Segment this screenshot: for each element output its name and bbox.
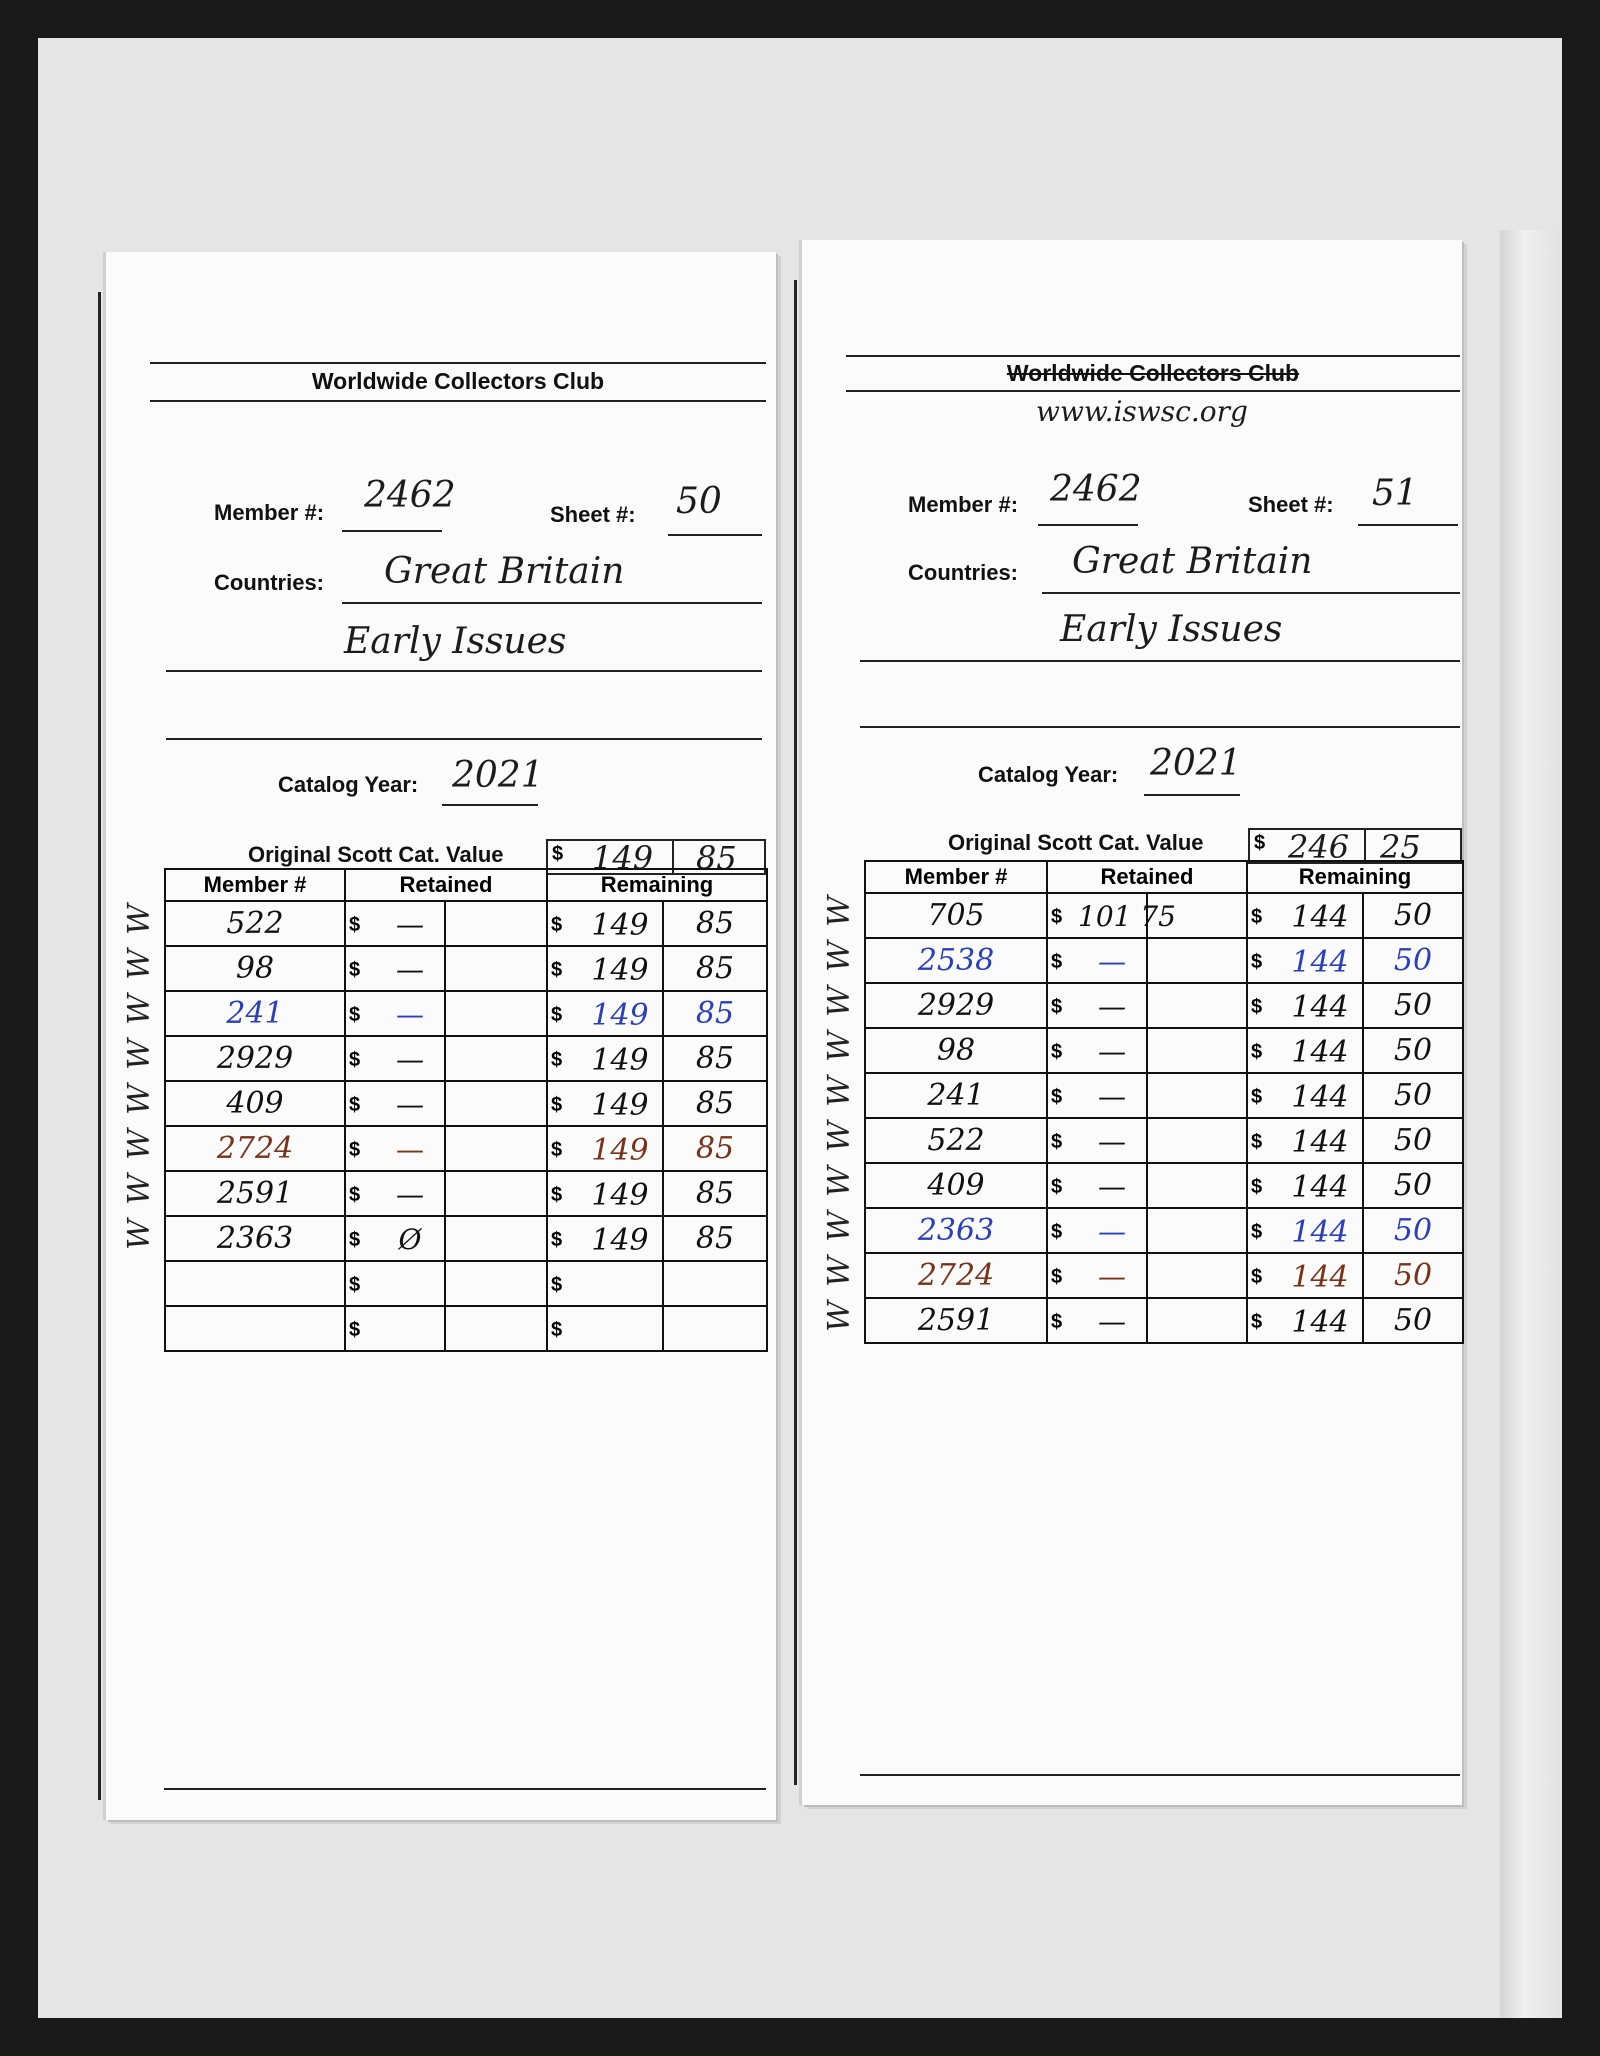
retained-dollars-cell bbox=[345, 1081, 445, 1126]
dollar-sign: $ bbox=[552, 843, 564, 865]
member-number-cell: 2538 bbox=[865, 938, 1047, 983]
retained-cents-cell bbox=[445, 1171, 547, 1216]
dollar-sign: $ bbox=[349, 1049, 361, 1071]
field-underline bbox=[860, 726, 1460, 728]
remaining-cents-cell: 85 bbox=[663, 991, 767, 1036]
dollar-sign: $ bbox=[551, 914, 563, 936]
ledger-row bbox=[865, 983, 1463, 1028]
retained-cents-cell bbox=[1147, 938, 1247, 983]
retained-value: — bbox=[1098, 1215, 1126, 1248]
member-number-cell: 98 bbox=[165, 946, 345, 991]
retained-value: — bbox=[1098, 990, 1126, 1023]
retained-value: Ø bbox=[398, 1223, 422, 1256]
remaining-dollars: 144 bbox=[1291, 1260, 1349, 1295]
header-member: Member # bbox=[165, 869, 345, 901]
remaining-dollars: 149 bbox=[591, 953, 649, 988]
remaining-dollars: 149 bbox=[591, 1088, 649, 1123]
remaining-dollars-cell bbox=[547, 1306, 663, 1351]
catalog-year: 2021 bbox=[1150, 743, 1242, 784]
rule bbox=[860, 1774, 1460, 1776]
remaining-dollars: 144 bbox=[1291, 1305, 1349, 1340]
checked-w-mark: W bbox=[821, 896, 857, 927]
field-underline bbox=[166, 738, 762, 740]
dollar-sign: $ bbox=[1251, 906, 1263, 928]
retained-value: — bbox=[396, 1088, 424, 1121]
retained-cents-cell bbox=[1147, 1298, 1247, 1343]
dollar-sign: $ bbox=[1051, 1086, 1063, 1108]
checked-w-mark: W bbox=[821, 1256, 857, 1287]
original-value-dollars: 246 bbox=[1288, 828, 1350, 866]
remaining-cents-cell: 50 bbox=[1363, 1163, 1463, 1208]
retained-cents-cell bbox=[445, 1036, 547, 1081]
ledger-row bbox=[865, 1253, 1463, 1298]
member-number-cell: 2724 bbox=[165, 1126, 345, 1171]
checked-w-mark: W bbox=[821, 1301, 857, 1332]
checked-w-mark: W bbox=[121, 1129, 157, 1160]
dollar-sign: $ bbox=[1051, 1131, 1063, 1153]
checked-w-mark: W bbox=[821, 1211, 857, 1242]
retained-cents-cell bbox=[1147, 1118, 1247, 1163]
retained-dollars-cell bbox=[1047, 893, 1176, 938]
ledger-row bbox=[165, 946, 767, 991]
dollar-sign: $ bbox=[1251, 951, 1263, 973]
retained-dollars-cell bbox=[1047, 983, 1147, 1028]
field-underline bbox=[1144, 794, 1240, 796]
countries-value-line2: Early Issues bbox=[344, 621, 567, 662]
retained-cents-cell bbox=[1147, 1208, 1247, 1253]
remaining-dollars: 144 bbox=[1291, 1080, 1349, 1115]
remaining-dollars-cell bbox=[1247, 1253, 1363, 1298]
dollar-sign: $ bbox=[349, 1094, 361, 1116]
dollar-sign: $ bbox=[551, 959, 563, 981]
remaining-dollars-cell bbox=[1247, 983, 1363, 1028]
remaining-dollars: 149 bbox=[591, 1223, 649, 1258]
remaining-dollars-cell bbox=[1247, 1208, 1363, 1253]
ledger-row bbox=[865, 1163, 1463, 1208]
retained-cents-cell bbox=[1147, 893, 1247, 938]
retained-value: — bbox=[1098, 945, 1126, 978]
remaining-dollars: 144 bbox=[1291, 1035, 1349, 1070]
dollar-sign: $ bbox=[349, 1319, 361, 1341]
member-number: 2462 bbox=[1050, 469, 1142, 510]
retained-cents-cell bbox=[1147, 1028, 1247, 1073]
field-underline bbox=[1038, 524, 1138, 526]
member-number-cell: 2363 bbox=[165, 1216, 345, 1261]
member-number-cell: 241 bbox=[165, 991, 345, 1036]
retained-value: — bbox=[1098, 1260, 1126, 1293]
ledger-row bbox=[165, 1081, 767, 1126]
remaining-cents-cell: 85 bbox=[663, 1216, 767, 1261]
ledger-row bbox=[865, 1208, 1463, 1253]
rule bbox=[846, 390, 1460, 392]
member-label: Member #: bbox=[908, 492, 1019, 517]
retained-dollars-cell bbox=[345, 1216, 445, 1261]
retained-cents-cell bbox=[445, 991, 547, 1036]
remaining-dollars: 144 bbox=[1291, 1125, 1349, 1160]
dollar-sign: $ bbox=[551, 1274, 563, 1296]
retained-dollars-cell bbox=[1047, 1163, 1147, 1208]
retained-dollars-cell bbox=[1047, 1208, 1147, 1253]
remaining-dollars-cell bbox=[547, 1126, 663, 1171]
retained-value: — bbox=[1098, 1080, 1126, 1113]
ledger-row bbox=[165, 1171, 767, 1216]
retained-cents-cell bbox=[1147, 1073, 1247, 1118]
retained-cents-cell bbox=[1147, 1163, 1247, 1208]
remaining-dollars-cell bbox=[1247, 893, 1363, 938]
member-number-cell: 522 bbox=[165, 901, 345, 946]
ledger-row bbox=[865, 938, 1463, 983]
rule bbox=[150, 362, 766, 364]
header-retained: Retained bbox=[345, 869, 547, 901]
retained-cents-cell bbox=[445, 1126, 547, 1171]
ledger-row bbox=[865, 893, 1463, 938]
ledger-row bbox=[165, 1126, 767, 1171]
member-number-cell: 2929 bbox=[165, 1036, 345, 1081]
dollar-sign: $ bbox=[551, 1139, 563, 1161]
field-underline bbox=[442, 804, 538, 806]
catalog-year-label: Catalog Year: bbox=[978, 762, 1119, 787]
original-value-label: Original Scott Cat. Value bbox=[248, 842, 504, 867]
original-value-cents: 25 bbox=[1380, 828, 1421, 866]
dollar-sign: $ bbox=[1251, 1221, 1263, 1243]
retained-cents-cell bbox=[1147, 1253, 1247, 1298]
retained-value: — bbox=[396, 908, 424, 941]
field-underline bbox=[166, 670, 762, 672]
countries-value: Great Britain bbox=[384, 551, 625, 592]
remaining-dollars-cell bbox=[1247, 1118, 1363, 1163]
catalog-year: 2021 bbox=[452, 755, 544, 796]
checked-w-mark: W bbox=[821, 1166, 857, 1197]
dollar-sign: $ bbox=[1051, 1176, 1063, 1198]
header-retained: Retained bbox=[1047, 861, 1247, 893]
remaining-cents-cell: 50 bbox=[1363, 1118, 1463, 1163]
retained-dollars-cell bbox=[345, 1126, 445, 1171]
retained-cents-cell bbox=[445, 1216, 547, 1261]
dollar-sign: $ bbox=[1051, 951, 1063, 973]
checked-w-mark: W bbox=[121, 1084, 157, 1115]
retained-dollars-cell bbox=[1047, 938, 1147, 983]
rule bbox=[846, 355, 1460, 357]
retained-cents-cell bbox=[445, 1306, 547, 1351]
original-value-label: Original Scott Cat. Value bbox=[948, 830, 1204, 855]
field-underline bbox=[342, 602, 762, 604]
member-label: Member #: bbox=[214, 500, 325, 525]
checked-w-mark: W bbox=[821, 1076, 857, 1107]
member-number-cell: 522 bbox=[865, 1118, 1047, 1163]
checked-w-mark: W bbox=[821, 1121, 857, 1152]
remaining-cents-cell: 50 bbox=[1363, 1253, 1463, 1298]
original-value-cents: 85 bbox=[696, 839, 737, 877]
dollar-sign: $ bbox=[1254, 832, 1266, 854]
dollar-sign: $ bbox=[349, 1184, 361, 1206]
retained-value: — bbox=[1098, 1170, 1126, 1203]
ledger-row bbox=[165, 1216, 767, 1261]
dollar-sign: $ bbox=[349, 1139, 361, 1161]
remaining-dollars-cell bbox=[547, 991, 663, 1036]
remaining-cents-cell: 85 bbox=[663, 1036, 767, 1081]
sheet-number: 51 bbox=[1372, 473, 1418, 514]
dollar-sign: $ bbox=[1251, 1086, 1263, 1108]
remaining-cents-cell: 85 bbox=[663, 1081, 767, 1126]
ledger-row bbox=[865, 1118, 1463, 1163]
member-number-cell: 409 bbox=[865, 1163, 1047, 1208]
sheet-label: Sheet #: bbox=[550, 502, 636, 527]
retained-dollars-cell bbox=[345, 1171, 445, 1216]
checked-w-mark: W bbox=[821, 1031, 857, 1062]
countries-value-line2: Early Issues bbox=[1060, 609, 1283, 650]
retained-value: — bbox=[396, 1178, 424, 1211]
dollar-sign: $ bbox=[1051, 1311, 1063, 1333]
remaining-dollars: 144 bbox=[1291, 900, 1349, 935]
field-underline bbox=[342, 530, 442, 532]
retained-value: — bbox=[396, 998, 424, 1031]
sheet-number: 50 bbox=[676, 481, 722, 522]
dollar-sign: $ bbox=[1251, 996, 1263, 1018]
retained-cents-cell bbox=[445, 1081, 547, 1126]
remaining-cents-cell: 50 bbox=[1363, 1073, 1463, 1118]
member-number-cell: 409 bbox=[165, 1081, 345, 1126]
dollar-sign: $ bbox=[551, 1184, 563, 1206]
dollar-sign: $ bbox=[349, 1229, 361, 1251]
dollar-sign: $ bbox=[1251, 1311, 1263, 1333]
header-remaining: Remaining bbox=[547, 869, 767, 901]
dollar-sign: $ bbox=[1251, 1041, 1263, 1063]
remaining-cents-cell: 85 bbox=[663, 901, 767, 946]
remaining-cents-cell: 85 bbox=[663, 1126, 767, 1171]
remaining-dollars: 144 bbox=[1291, 1170, 1349, 1205]
ledger-table bbox=[164, 868, 768, 1352]
member-number-cell: 2363 bbox=[865, 1208, 1047, 1253]
remaining-dollars-cell bbox=[1247, 1163, 1363, 1208]
sheet-label: Sheet #: bbox=[1248, 492, 1334, 517]
retained-cents-cell bbox=[445, 946, 547, 991]
field-underline bbox=[668, 534, 762, 536]
retained-value: — bbox=[1098, 1305, 1126, 1338]
retained-dollars-cell bbox=[1047, 1118, 1147, 1163]
checked-w-mark: W bbox=[121, 994, 157, 1025]
field-underline bbox=[1042, 592, 1460, 594]
member-number-cell: 98 bbox=[865, 1028, 1047, 1073]
remaining-cents-cell bbox=[663, 1261, 767, 1306]
remaining-dollars: 149 bbox=[591, 1178, 649, 1213]
dollar-sign: $ bbox=[551, 1004, 563, 1026]
retained-value: — bbox=[396, 1133, 424, 1166]
remaining-dollars-cell bbox=[547, 1261, 663, 1306]
retained-cents-cell bbox=[1147, 983, 1247, 1028]
club-title: Worldwide Collectors Club bbox=[311, 368, 605, 394]
remaining-cents-cell: 50 bbox=[1363, 938, 1463, 983]
countries-value: Great Britain bbox=[1072, 541, 1313, 582]
checked-w-mark: W bbox=[821, 986, 857, 1017]
ledger-row bbox=[165, 1036, 767, 1081]
retained-dollars-cell bbox=[1047, 1253, 1147, 1298]
rule bbox=[164, 1788, 766, 1790]
ledger-table bbox=[864, 860, 1464, 1344]
member-number-cell: 241 bbox=[865, 1073, 1047, 1118]
remaining-dollars: 144 bbox=[1291, 1215, 1349, 1250]
ledger-row bbox=[165, 991, 767, 1036]
remaining-dollars-cell bbox=[1247, 938, 1363, 983]
club-url: www.iswsc.org bbox=[1036, 395, 1248, 428]
remaining-cents-cell: 50 bbox=[1363, 1208, 1463, 1253]
remaining-dollars-cell bbox=[547, 1081, 663, 1126]
dollar-sign: $ bbox=[1251, 1176, 1263, 1198]
dollar-sign: $ bbox=[1051, 1266, 1063, 1288]
member-number-cell bbox=[165, 1261, 345, 1306]
dollar-sign: $ bbox=[1051, 1041, 1063, 1063]
remaining-dollars: 149 bbox=[591, 908, 649, 943]
checked-w-mark: W bbox=[121, 1039, 157, 1070]
remaining-dollars-cell bbox=[547, 1171, 663, 1216]
remaining-dollars: 149 bbox=[591, 998, 649, 1033]
remaining-cents-cell: 50 bbox=[1363, 893, 1463, 938]
retained-value: — bbox=[396, 1043, 424, 1076]
retained-dollars-cell bbox=[345, 1036, 445, 1081]
remaining-cents-cell: 85 bbox=[663, 946, 767, 991]
remaining-dollars-cell bbox=[547, 1216, 663, 1261]
rule bbox=[150, 400, 766, 402]
retained-cents-cell bbox=[445, 901, 547, 946]
checked-w-mark: W bbox=[821, 941, 857, 972]
dollar-sign: $ bbox=[1251, 1266, 1263, 1288]
remaining-dollars-cell bbox=[547, 1036, 663, 1081]
divider bbox=[1364, 830, 1366, 862]
header-member: Member # bbox=[865, 861, 1047, 893]
remaining-dollars: 149 bbox=[591, 1043, 649, 1078]
retained-value: — bbox=[1098, 1125, 1126, 1158]
field-underline bbox=[860, 660, 1460, 662]
dollar-sign: $ bbox=[349, 914, 361, 936]
member-number-cell: 2591 bbox=[165, 1171, 345, 1216]
retained-value: 101 75 bbox=[1078, 900, 1176, 933]
remaining-cents-cell: 50 bbox=[1363, 1298, 1463, 1343]
remaining-cents-cell: 85 bbox=[663, 1171, 767, 1216]
dollar-sign: $ bbox=[349, 959, 361, 981]
catalog-year-label: Catalog Year: bbox=[278, 772, 419, 797]
retained-value: — bbox=[396, 953, 424, 986]
club-title: Worldwide Collectors Club bbox=[1006, 360, 1300, 386]
ledger-row bbox=[865, 1028, 1463, 1073]
dollar-sign: $ bbox=[349, 1004, 361, 1026]
retained-dollars-cell bbox=[1047, 1028, 1147, 1073]
countries-label: Countries: bbox=[908, 560, 1018, 585]
dollar-sign: $ bbox=[1051, 996, 1063, 1018]
ledger-row bbox=[165, 1261, 767, 1306]
remaining-dollars: 144 bbox=[1291, 945, 1349, 980]
member-number-cell: 2724 bbox=[865, 1253, 1047, 1298]
dollar-sign: $ bbox=[551, 1049, 563, 1071]
dollar-sign: $ bbox=[349, 1274, 361, 1296]
retained-value: — bbox=[1098, 1035, 1126, 1068]
checked-w-mark: W bbox=[121, 1174, 157, 1205]
member-number-cell: 2591 bbox=[865, 1298, 1047, 1343]
remaining-dollars-cell bbox=[547, 946, 663, 991]
retained-dollars-cell bbox=[345, 991, 445, 1036]
member-number: 2462 bbox=[364, 475, 456, 516]
remaining-dollars-cell bbox=[1247, 1028, 1363, 1073]
member-number-cell: 2929 bbox=[865, 983, 1047, 1028]
retained-dollars-cell bbox=[345, 1306, 445, 1351]
ledger-row bbox=[865, 1073, 1463, 1118]
dollar-sign: $ bbox=[1051, 1221, 1063, 1243]
dollar-sign: $ bbox=[1051, 906, 1063, 928]
original-value-dollars: 149 bbox=[592, 839, 654, 877]
dollar-sign: $ bbox=[551, 1229, 563, 1251]
checked-w-mark: W bbox=[121, 1219, 157, 1250]
remaining-dollars: 144 bbox=[1291, 990, 1349, 1025]
retained-dollars-cell bbox=[1047, 1298, 1147, 1343]
field-underline bbox=[1358, 524, 1458, 526]
retained-dollars-cell bbox=[345, 946, 445, 991]
ledger-row bbox=[865, 1298, 1463, 1343]
header-remaining: Remaining bbox=[1247, 861, 1463, 893]
checked-w-mark: W bbox=[121, 949, 157, 980]
circuit-sheet-50 bbox=[106, 252, 776, 1820]
retained-dollars-cell bbox=[1047, 1073, 1147, 1118]
remaining-dollars-cell bbox=[1247, 1298, 1363, 1343]
remaining-cents-cell: 50 bbox=[1363, 1028, 1463, 1073]
remaining-cents-cell bbox=[663, 1306, 767, 1351]
ledger-row bbox=[165, 901, 767, 946]
checked-w-mark: W bbox=[121, 904, 157, 935]
retained-dollars-cell bbox=[345, 901, 445, 946]
member-number-cell bbox=[165, 1306, 345, 1351]
member-number-cell: 705 bbox=[865, 893, 1047, 938]
album-page-edge bbox=[1500, 230, 1560, 2018]
dollar-sign: $ bbox=[1251, 1131, 1263, 1153]
circuit-sheet-51 bbox=[802, 240, 1462, 1805]
ledger-row bbox=[165, 1306, 767, 1351]
remaining-dollars-cell bbox=[547, 901, 663, 946]
retained-cents-cell bbox=[445, 1261, 547, 1306]
retained-dollars-cell bbox=[345, 1261, 445, 1306]
dollar-sign: $ bbox=[551, 1319, 563, 1341]
remaining-cents-cell: 50 bbox=[1363, 983, 1463, 1028]
dollar-sign: $ bbox=[551, 1094, 563, 1116]
remaining-dollars: 149 bbox=[591, 1133, 649, 1168]
countries-label: Countries: bbox=[214, 570, 324, 595]
original-value-box bbox=[1248, 828, 1462, 864]
remaining-dollars-cell bbox=[1247, 1073, 1363, 1118]
